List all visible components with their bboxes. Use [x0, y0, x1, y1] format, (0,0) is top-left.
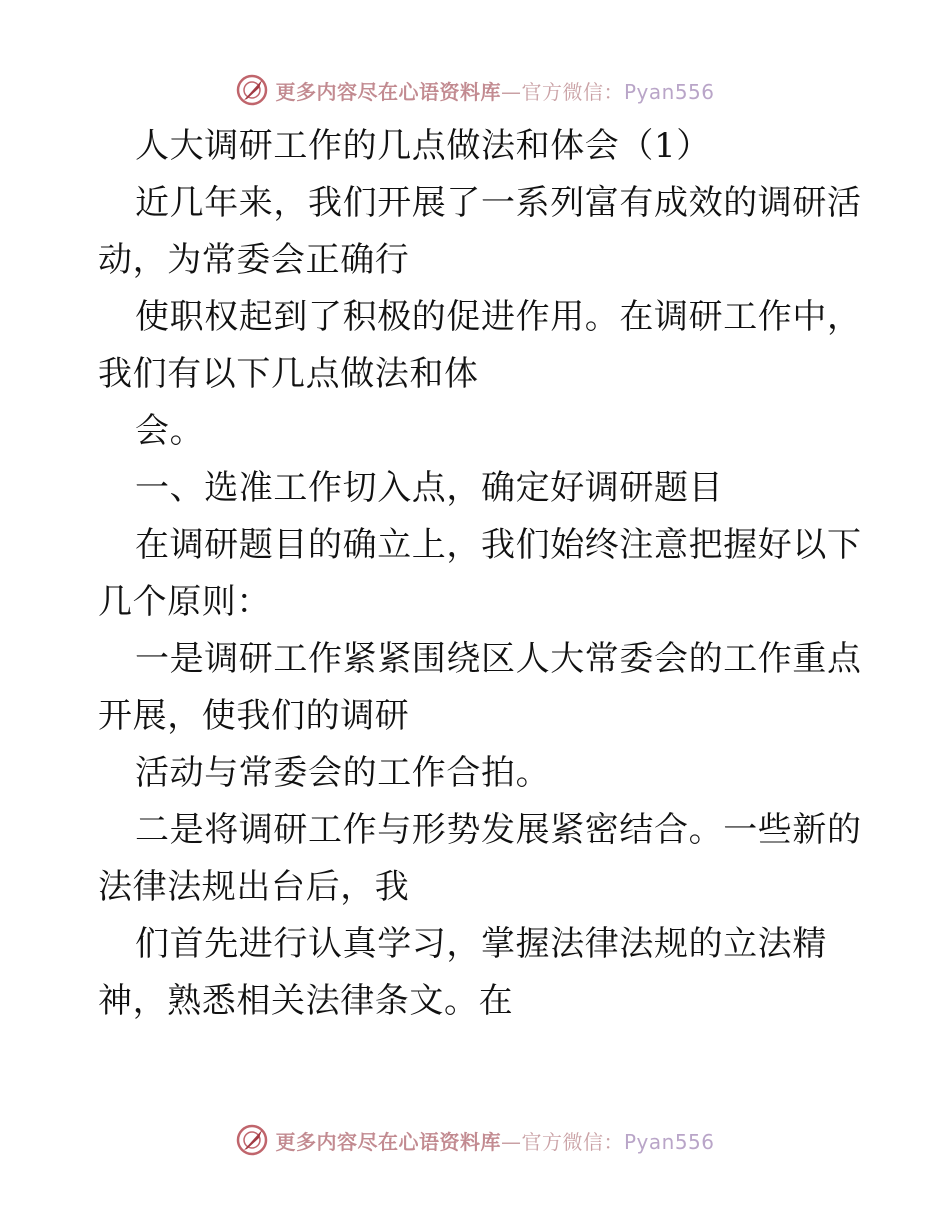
quill-seal-icon [235, 73, 269, 107]
watermark-contact-id: Pyan556 [623, 1129, 715, 1154]
text-line: 活动与常委会的工作合拍。 [135, 753, 551, 793]
text-line: 我们有以下几点做法和体 [98, 354, 479, 394]
text-line: 几个原则： [98, 582, 271, 622]
section-heading: 一、选准工作切入点，确定好调研题目 [135, 468, 724, 508]
text-line: 法律法规出台后，我 [98, 867, 410, 907]
watermark-contact-id: Pyan556 [623, 79, 715, 104]
text-line: 一是调研工作紧紧围绕区人大常委会的工作重点 [135, 639, 862, 679]
text-line: 们首先进行认真学习，掌握法律法规的立法精 [135, 924, 827, 964]
watermark-dash: — [500, 1129, 522, 1154]
header-watermark [0, 70, 950, 110]
text-line: 使职权起到了积极的促进作用。在调研工作中， [135, 297, 862, 337]
watermark-text [275, 1126, 714, 1155]
document-body [98, 118, 862, 1030]
text-line: 二是将调研工作与形势发展紧密结合。一些新的 [135, 810, 862, 850]
text-line: 动，为常委会正确行 [98, 240, 410, 280]
footer-watermark [0, 1120, 950, 1160]
text-line: 开展，使我们的调研 [98, 696, 410, 736]
watermark-site: 更多内容尽在心语资料库 [275, 79, 501, 104]
watermark-dash: — [500, 79, 522, 104]
watermark-site: 更多内容尽在心语资料库 [275, 1129, 501, 1154]
watermark-contact: 官方微信： [521, 1129, 624, 1154]
quill-seal-icon [235, 1123, 269, 1157]
document-title: 人大调研工作的几点做法和体会（1） [135, 126, 711, 166]
watermark-text [275, 76, 714, 105]
text-line: 在调研题目的确立上，我们始终注意把握好以下 [135, 525, 862, 565]
watermark-contact: 官方微信： [521, 79, 624, 104]
text-line: 近几年来，我们开展了一系列富有成效的调研活 [135, 183, 862, 223]
text-line: 会。 [135, 411, 205, 451]
text-line: 神，熟悉相关法律条文。在 [98, 981, 514, 1021]
